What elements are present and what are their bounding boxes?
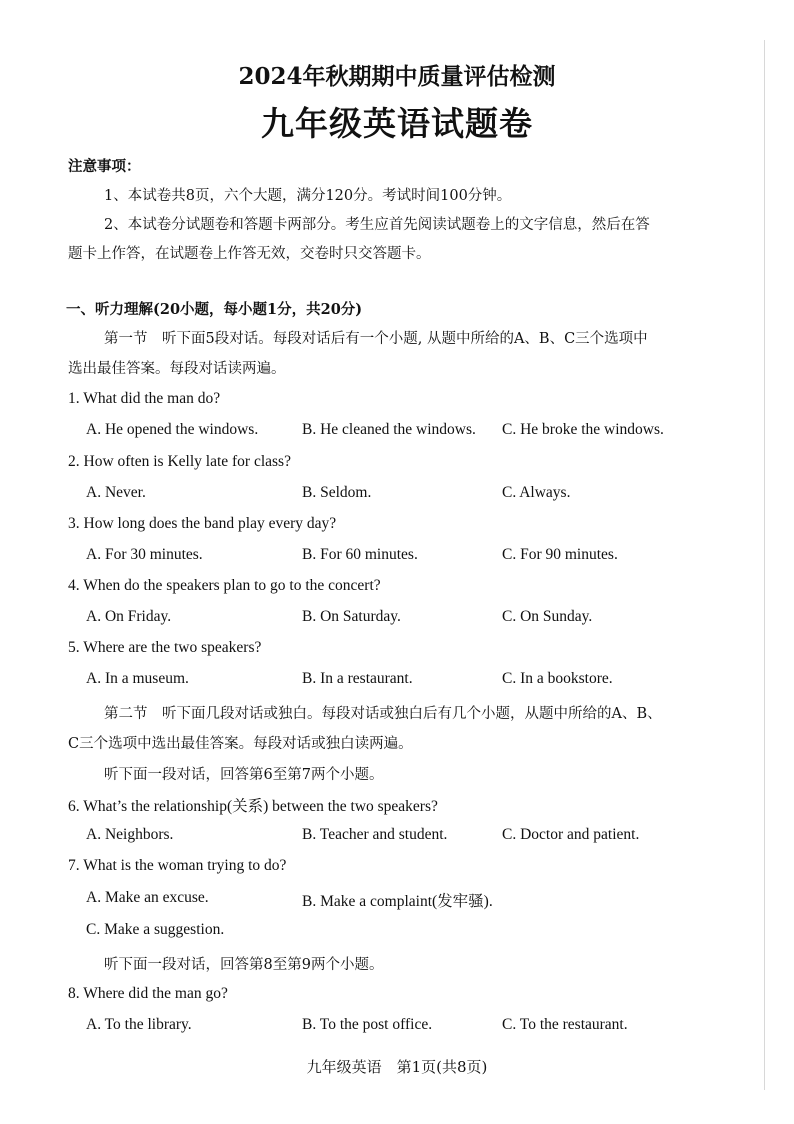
part2-instruction-line1: 第二节 听下面几段对话或独白。每段对话或独白后有几个小题，从题中所给的A、B、 xyxy=(104,706,662,722)
hint-questions-8-9: 听下面一段对话，回答第8至第9两个小题。 xyxy=(104,957,384,973)
question-3-option-b: B. For 60 minutes. xyxy=(302,546,418,563)
question-6-option-b: B. Teacher and student. xyxy=(302,826,448,843)
question-4: 4. When do the speakers plan to go to the concert? xyxy=(68,577,381,594)
exam-title-line1: 2024年秋期期中质量评估检测 xyxy=(238,63,556,90)
section1-heading: 一、听力理解(20小题，每小题1分，共20分) xyxy=(66,301,363,318)
question-2-option-c: C. Always. xyxy=(502,484,571,501)
question-4-option-b: B. On Saturday. xyxy=(302,608,401,625)
question-5-option-b: B. In a restaurant. xyxy=(302,670,413,687)
question-8-option-b: B. To the post office. xyxy=(302,1016,433,1033)
question-6-option-c: C. Doctor and patient. xyxy=(502,826,640,843)
question-1-option-c: C. He broke the windows. xyxy=(502,421,664,438)
notice-item-2-line2: 题卡上作答，在试题卷上作答无效，交卷时只交答题卡。 xyxy=(68,246,431,262)
question-2: 2. How often is Kelly late for class? xyxy=(68,453,291,470)
question-4-option-a: A. On Friday. xyxy=(86,608,172,625)
question-3: 3. How long does the band play every day? xyxy=(68,515,337,532)
notice-item-1: 1、本试卷共8页，六个大题，满分120分。考试时间100分钟。 xyxy=(104,188,512,204)
question-7-option-a: A. Make an excuse. xyxy=(86,889,209,906)
hint-questions-6-7: 听下面一段对话，回答第6至第7两个小题。 xyxy=(104,767,384,783)
question-5: 5. Where are the two speakers? xyxy=(68,639,262,656)
question-1-option-a: A. He opened the windows. xyxy=(86,421,259,438)
question-8-option-c: C. To the restaurant. xyxy=(502,1016,628,1033)
question-1-option-b: B. He cleaned the windows. xyxy=(302,421,476,438)
question-4-option-c: C. On Sunday. xyxy=(502,608,593,625)
question-3-option-a: A. For 30 minutes. xyxy=(86,546,203,563)
question-8: 8. Where did the man go? xyxy=(68,985,228,1002)
question-6: 6. What’s the relationship(关系) between the two speakers? xyxy=(68,798,438,815)
question-1: 1. What did the man do? xyxy=(68,390,221,407)
question-5-option-c: C. In a bookstore. xyxy=(502,670,613,687)
part1-instruction-line1: 第一节 听下面5段对话。每段对话后有一个小题, 从题中所给的A、B、C三个选项中 xyxy=(104,331,648,347)
question-7-option-c: C. Make a suggestion. xyxy=(86,921,225,938)
part1-instruction-line2: 选出最佳答案。每段对话读两遍。 xyxy=(68,361,286,377)
question-8-option-a: A. To the library. xyxy=(86,1016,192,1033)
page-footer: 九年级英语 第1页(共8页) xyxy=(306,1058,488,1076)
question-7: 7. What is the woman trying to do? xyxy=(68,857,287,874)
exam-title-line2: 九年级英语试题卷 xyxy=(261,104,533,143)
question-3-option-c: C. For 90 minutes. xyxy=(502,546,618,563)
question-7-option-b: B. Make a complaint(发牢骚). xyxy=(302,893,493,910)
notice-item-2-line1: 2、本试卷分试题卷和答题卡两部分。考生应首先阅读试题卷上的文字信息，然后在答 xyxy=(104,217,650,233)
question-6-option-a: A. Neighbors. xyxy=(86,826,174,843)
page-edge-line xyxy=(764,40,765,1090)
question-2-option-b: B. Seldom. xyxy=(302,484,372,501)
question-2-option-a: A. Never. xyxy=(86,484,146,501)
notice-heading: 注意事项： xyxy=(68,158,141,175)
part2-instruction-line2: C三个选项中选出最佳答案。每段对话或独白读两遍。 xyxy=(68,736,413,752)
question-5-option-a: A. In a museum. xyxy=(86,670,189,687)
